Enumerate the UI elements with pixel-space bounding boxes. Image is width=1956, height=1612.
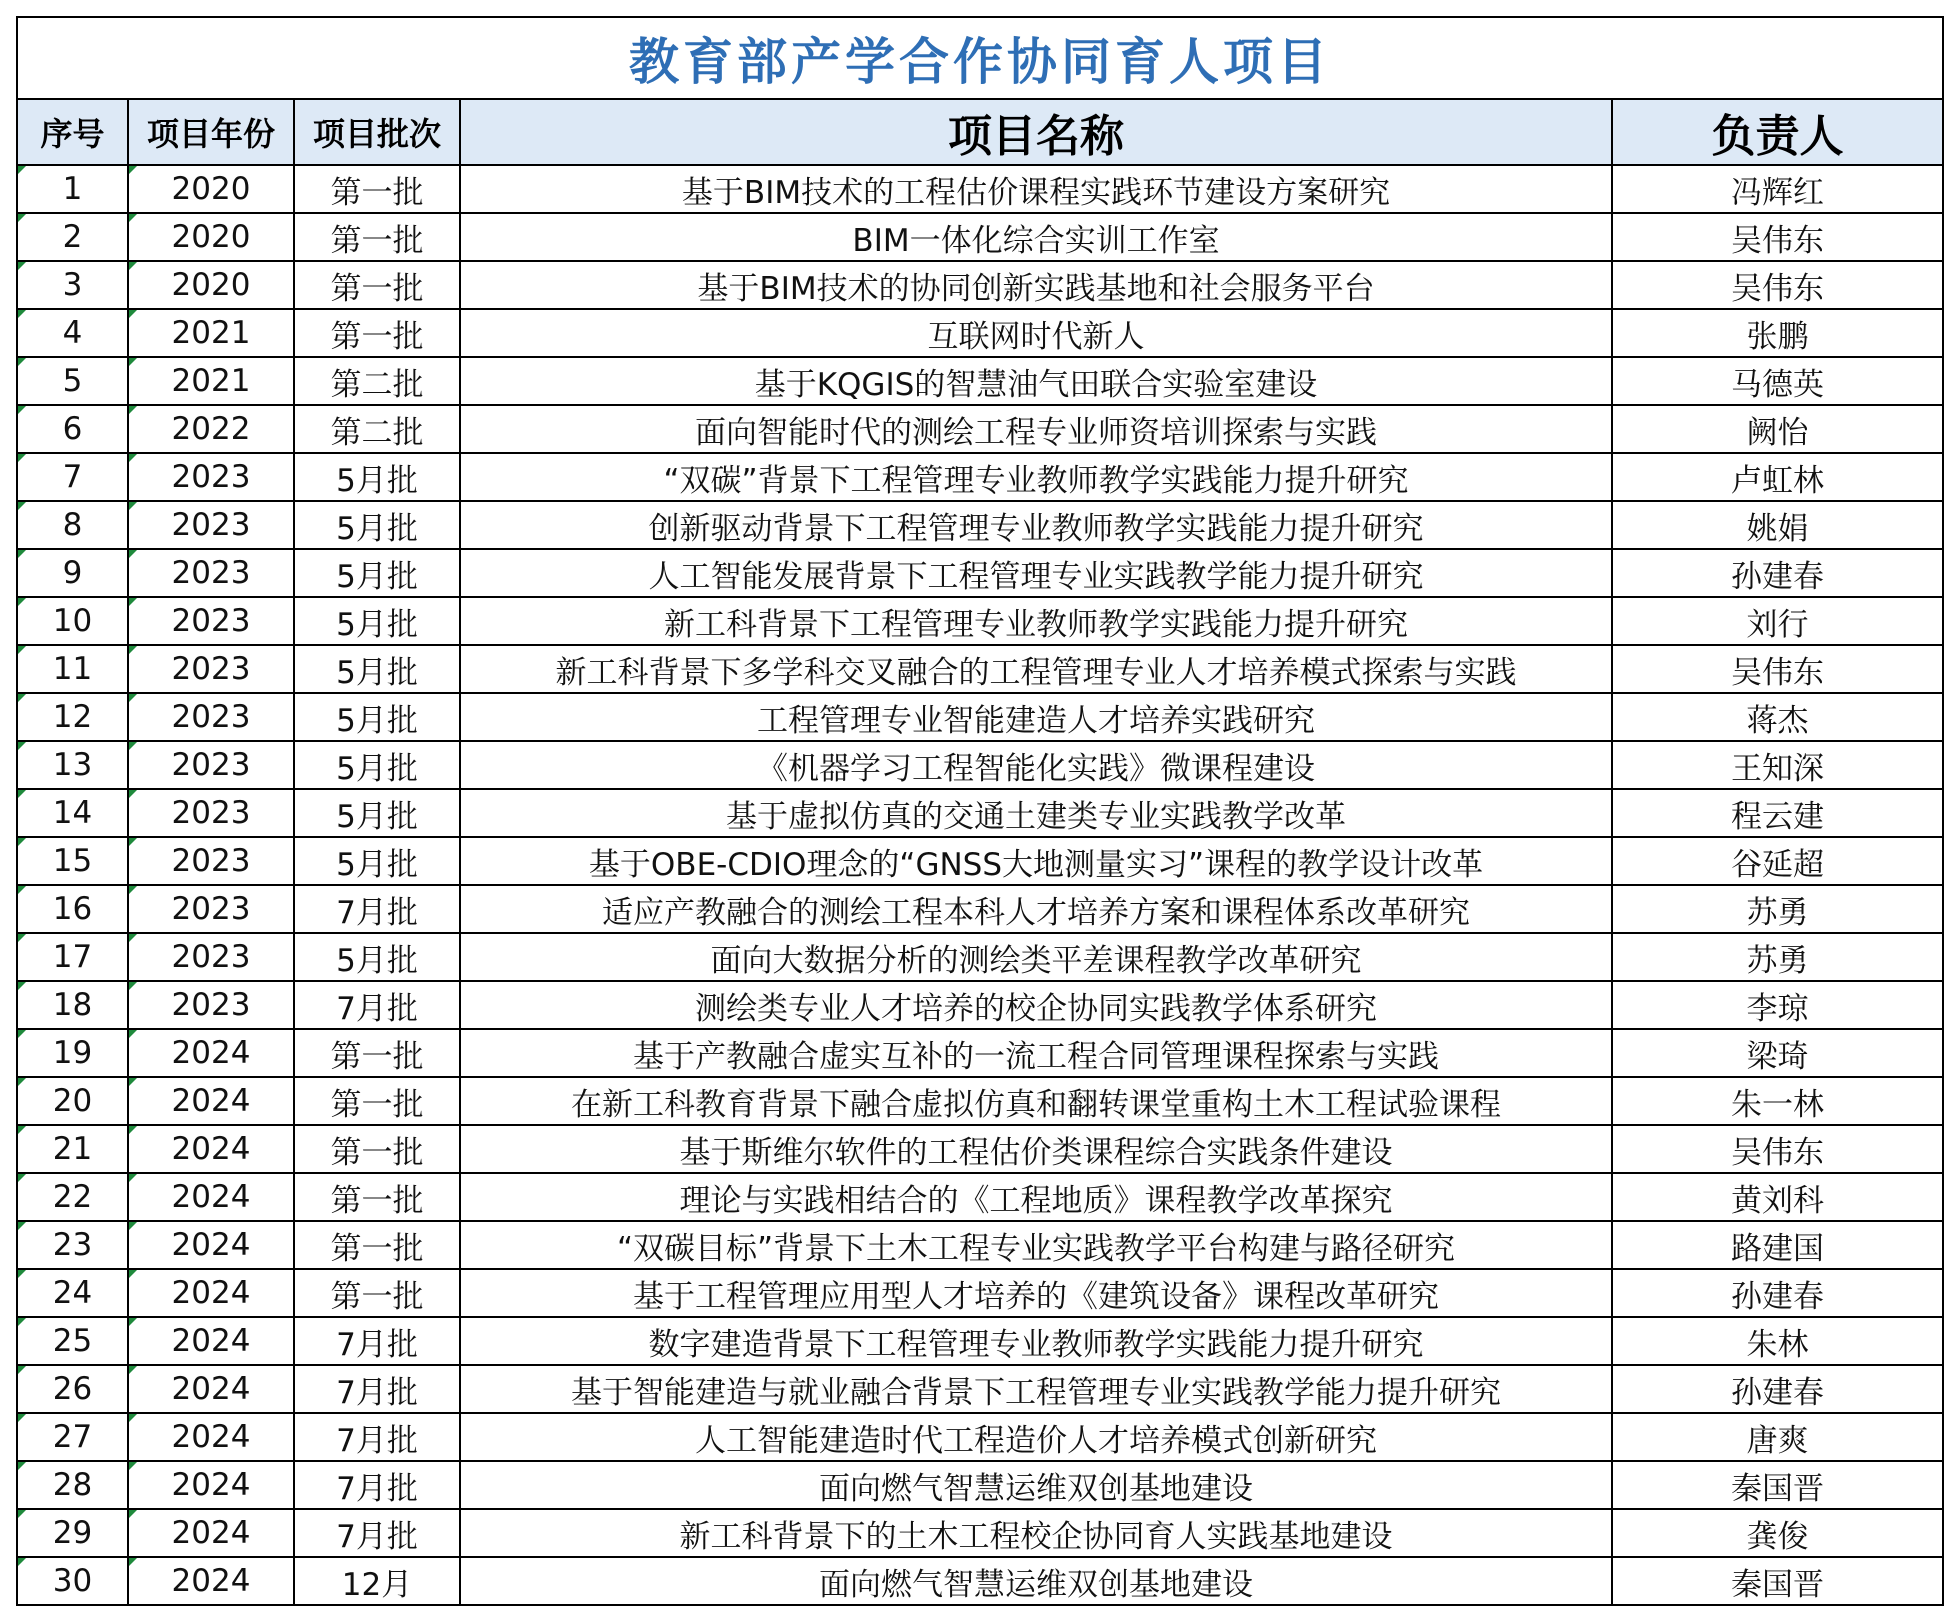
cell-year[interactable]: 2024 [128,1077,294,1125]
table-row [17,933,1943,981]
cell-name[interactable]: 《机器学习工程智能化实践》微课程建设 [460,741,1612,789]
project-table [16,16,1944,1606]
cell-name[interactable]: 人工智能建造时代工程造价人才培养模式创新研究 [460,1413,1612,1461]
table-row [17,1221,1943,1269]
cell-name[interactable]: BIM一体化综合实训工作室 [460,213,1612,261]
cell-year[interactable]: 2023 [128,837,294,885]
cell-owner[interactable]: 孙建春 [1612,549,1943,597]
table-row [17,1365,1943,1413]
table-row [17,165,1943,213]
header-seq[interactable]: 序号 [17,99,128,165]
cell-seq[interactable]: 17 [17,933,128,981]
table-row [17,1173,1943,1221]
cell-seq[interactable]: 1 [17,165,128,213]
table-row [17,549,1943,597]
cell-batch[interactable]: 第一批 [294,1173,460,1221]
header-owner[interactable]: 负责人 [1612,99,1943,165]
cell-year[interactable]: 2022 [128,405,294,453]
cell-batch[interactable]: 5月批 [294,789,460,837]
header-batch[interactable]: 项目批次 [294,99,460,165]
cell-name[interactable]: 创新驱动背景下工程管理专业教师教学实践能力提升研究 [460,501,1612,549]
cell-owner[interactable]: 唐爽 [1612,1413,1943,1461]
cell-owner[interactable]: 吴伟东 [1612,213,1943,261]
table-row [17,453,1943,501]
cell-year[interactable]: 2024 [128,1461,294,1509]
cell-year[interactable]: 2024 [128,1125,294,1173]
header-name[interactable]: 项目名称 [460,99,1612,165]
cell-year[interactable]: 2021 [128,357,294,405]
table-row [17,1557,1943,1605]
header-row [17,99,1943,165]
cell-batch[interactable]: 第二批 [294,357,460,405]
cell-seq[interactable]: 11 [17,645,128,693]
cell-name[interactable]: 新工科背景下的土木工程校企协同育人实践基地建设 [460,1509,1612,1557]
cell-name[interactable]: 面向燃气智慧运维双创基地建设 [460,1461,1612,1509]
cell-owner[interactable]: 吴伟东 [1612,261,1943,309]
cell-year[interactable]: 2024 [128,1029,294,1077]
cell-year[interactable]: 2024 [128,1317,294,1365]
cell-owner[interactable]: 刘行 [1612,597,1943,645]
cell-year[interactable]: 2020 [128,165,294,213]
cell-owner[interactable]: 龚俊 [1612,1509,1943,1557]
cell-owner[interactable]: 程云建 [1612,789,1943,837]
cell-owner[interactable]: 马德英 [1612,357,1943,405]
cell-batch[interactable]: 7月批 [294,1509,460,1557]
cell-year[interactable]: 2023 [128,885,294,933]
cell-batch[interactable]: 第一批 [294,165,460,213]
table-row [17,261,1943,309]
table-row [17,309,1943,357]
cell-year[interactable]: 2024 [128,1221,294,1269]
cell-batch[interactable]: 第一批 [294,213,460,261]
cell-batch[interactable]: 5月批 [294,645,460,693]
cell-year[interactable]: 2024 [128,1173,294,1221]
cell-seq[interactable]: 24 [17,1269,128,1317]
table-row [17,1125,1943,1173]
cell-batch[interactable]: 7月批 [294,1317,460,1365]
cell-batch[interactable]: 第一批 [294,1221,460,1269]
cell-seq[interactable]: 26 [17,1365,128,1413]
cell-batch[interactable]: 5月批 [294,549,460,597]
cell-seq[interactable]: 5 [17,357,128,405]
table-row [17,885,1943,933]
cell-owner[interactable]: 吴伟东 [1612,1125,1943,1173]
cell-owner[interactable]: 秦国晋 [1612,1461,1943,1509]
table-row [17,213,1943,261]
cell-seq[interactable]: 15 [17,837,128,885]
cell-seq[interactable]: 27 [17,1413,128,1461]
cell-name[interactable]: 在新工科教育背景下融合虚拟仿真和翻转课堂重构土木工程试验课程 [460,1077,1612,1125]
cell-seq[interactable]: 25 [17,1317,128,1365]
table-row [17,981,1943,1029]
table-row [17,1077,1943,1125]
cell-year[interactable]: 2023 [128,549,294,597]
cell-owner[interactable]: 阙怡 [1612,405,1943,453]
table-row [17,1413,1943,1461]
table-title: 教育部产学合作协同育人项目 [17,17,1943,99]
cell-name[interactable]: 新工科背景下多学科交叉融合的工程管理专业人才培养模式探索与实践 [460,645,1612,693]
cell-seq[interactable]: 12 [17,693,128,741]
cell-year[interactable]: 2021 [128,309,294,357]
cell-name[interactable]: 基于OBE-CDIO理念的“GNSS大地测量实习”课程的教学设计改革 [460,837,1612,885]
table-row [17,501,1943,549]
cell-name[interactable]: 理论与实践相结合的《工程地质》课程教学改革探究 [460,1173,1612,1221]
cell-name[interactable]: 基于工程管理应用型人才培养的《建筑设备》课程改革研究 [460,1269,1612,1317]
cell-owner[interactable]: 朱林 [1612,1317,1943,1365]
cell-year[interactable]: 2023 [128,789,294,837]
cell-batch[interactable]: 第一批 [294,1029,460,1077]
cell-batch[interactable]: 5月批 [294,837,460,885]
cell-batch[interactable]: 第一批 [294,1077,460,1125]
cell-name[interactable]: 互联网时代新人 [460,309,1612,357]
cell-name[interactable]: 基于BIM技术的工程估价课程实践环节建设方案研究 [460,165,1612,213]
cell-seq[interactable]: 16 [17,885,128,933]
cell-batch[interactable]: 7月批 [294,981,460,1029]
cell-name[interactable]: 人工智能发展背景下工程管理专业实践教学能力提升研究 [460,549,1612,597]
cell-batch[interactable]: 5月批 [294,933,460,981]
cell-batch[interactable]: 7月批 [294,1461,460,1509]
table-row [17,693,1943,741]
cell-batch[interactable]: 5月批 [294,597,460,645]
table-row [17,837,1943,885]
cell-year[interactable]: 2023 [128,741,294,789]
table-row [17,789,1943,837]
cell-seq[interactable]: 23 [17,1221,128,1269]
cell-name[interactable]: 基于智能建造与就业融合背景下工程管理专业实践教学能力提升研究 [460,1365,1612,1413]
cell-seq[interactable]: 9 [17,549,128,597]
cell-seq[interactable]: 8 [17,501,128,549]
cell-batch[interactable]: 第二批 [294,405,460,453]
cell-owner[interactable]: 孙建春 [1612,1365,1943,1413]
cell-year[interactable]: 2023 [128,501,294,549]
cell-owner[interactable]: 吴伟东 [1612,645,1943,693]
cell-seq[interactable]: 28 [17,1461,128,1509]
table-row [17,645,1943,693]
cell-seq[interactable]: 20 [17,1077,128,1125]
table-row [17,405,1943,453]
cell-seq[interactable]: 3 [17,261,128,309]
cell-seq[interactable]: 22 [17,1173,128,1221]
cell-year[interactable]: 2024 [128,1509,294,1557]
table-row [17,1509,1943,1557]
cell-owner[interactable]: 李琼 [1612,981,1943,1029]
cell-seq[interactable]: 2 [17,213,128,261]
cell-owner[interactable]: 张鹏 [1612,309,1943,357]
cell-year[interactable]: 2024 [128,1413,294,1461]
cell-name[interactable]: 基于产教融合虚实互补的一流工程合同管理课程探索与实践 [460,1029,1612,1077]
table-row [17,1029,1943,1077]
cell-name[interactable]: “双碳”背景下工程管理专业教师教学实践能力提升研究 [460,453,1612,501]
cell-name[interactable]: 面向智能时代的测绘工程专业师资培训探索与实践 [460,405,1612,453]
cell-name[interactable]: 测绘类专业人才培养的校企协同实践教学体系研究 [460,981,1612,1029]
cell-seq[interactable]: 4 [17,309,128,357]
cell-batch[interactable]: 7月批 [294,1365,460,1413]
table-row [17,1269,1943,1317]
table-body [17,17,1943,1605]
cell-owner[interactable]: 路建国 [1612,1221,1943,1269]
cell-year[interactable]: 2023 [128,453,294,501]
cell-owner[interactable]: 梁琦 [1612,1029,1943,1077]
cell-year[interactable]: 2020 [128,213,294,261]
cell-seq[interactable]: 10 [17,597,128,645]
cell-batch[interactable]: 7月批 [294,885,460,933]
cell-batch[interactable]: 12月 [294,1557,460,1605]
cell-owner[interactable]: 秦国晋 [1612,1557,1943,1605]
cell-batch[interactable]: 5月批 [294,453,460,501]
cell-year[interactable]: 2023 [128,597,294,645]
cell-owner[interactable]: 苏勇 [1612,933,1943,981]
table-row [17,597,1943,645]
cell-owner[interactable]: 冯辉红 [1612,165,1943,213]
cell-batch[interactable]: 7月批 [294,1413,460,1461]
cell-seq[interactable]: 29 [17,1509,128,1557]
cell-owner[interactable]: 黄刘科 [1612,1173,1943,1221]
cell-seq[interactable]: 6 [17,405,128,453]
cell-owner[interactable]: 王知深 [1612,741,1943,789]
cell-name[interactable]: 适应产教融合的测绘工程本科人才培养方案和课程体系改革研究 [460,885,1612,933]
cell-batch[interactable]: 5月批 [294,693,460,741]
cell-seq[interactable]: 21 [17,1125,128,1173]
cell-year[interactable]: 2023 [128,981,294,1029]
cell-year[interactable]: 2024 [128,1269,294,1317]
cell-seq[interactable]: 18 [17,981,128,1029]
cell-name[interactable]: “双碳目标”背景下土木工程专业实践教学平台构建与路径研究 [460,1221,1612,1269]
cell-seq[interactable]: 19 [17,1029,128,1077]
cell-year[interactable]: 2023 [128,933,294,981]
cell-seq[interactable]: 30 [17,1557,128,1605]
cell-year[interactable]: 2024 [128,1365,294,1413]
cell-owner[interactable]: 姚娟 [1612,501,1943,549]
cell-name[interactable]: 工程管理专业智能建造人才培养实践研究 [460,693,1612,741]
cell-owner[interactable]: 谷延超 [1612,837,1943,885]
cell-name[interactable]: 基于KQGIS的智慧油气田联合实验室建设 [460,357,1612,405]
cell-owner[interactable]: 朱一林 [1612,1077,1943,1125]
table-row [17,1317,1943,1365]
cell-name[interactable]: 新工科背景下工程管理专业教师教学实践能力提升研究 [460,597,1612,645]
cell-name[interactable]: 基于虚拟仿真的交通土建类专业实践教学改革 [460,789,1612,837]
cell-owner[interactable]: 苏勇 [1612,885,1943,933]
cell-name[interactable]: 面向大数据分析的测绘类平差课程教学改革研究 [460,933,1612,981]
cell-owner[interactable]: 蒋杰 [1612,693,1943,741]
cell-year[interactable]: 2024 [128,1557,294,1605]
cell-batch[interactable]: 第一批 [294,1269,460,1317]
title-row [17,17,1943,99]
cell-owner[interactable]: 卢虹林 [1612,453,1943,501]
header-year[interactable]: 项目年份 [128,99,294,165]
cell-name[interactable]: 面向燃气智慧运维双创基地建设 [460,1557,1612,1605]
cell-batch[interactable]: 第一批 [294,261,460,309]
cell-year[interactable]: 2023 [128,645,294,693]
table-row [17,741,1943,789]
cell-year[interactable]: 2023 [128,693,294,741]
cell-name[interactable]: 基于斯维尔软件的工程估价类课程综合实践条件建设 [460,1125,1612,1173]
cell-batch[interactable]: 5月批 [294,501,460,549]
cell-batch[interactable]: 第一批 [294,1125,460,1173]
table-row [17,1461,1943,1509]
cell-batch[interactable]: 5月批 [294,741,460,789]
cell-batch[interactable]: 第一批 [294,309,460,357]
cell-name[interactable]: 数字建造背景下工程管理专业教师教学实践能力提升研究 [460,1317,1612,1365]
cell-owner[interactable]: 孙建春 [1612,1269,1943,1317]
cell-year[interactable]: 2020 [128,261,294,309]
cell-seq[interactable]: 13 [17,741,128,789]
cell-name[interactable]: 基于BIM技术的协同创新实践基地和社会服务平台 [460,261,1612,309]
table-row [17,357,1943,405]
cell-seq[interactable]: 14 [17,789,128,837]
cell-seq[interactable]: 7 [17,453,128,501]
